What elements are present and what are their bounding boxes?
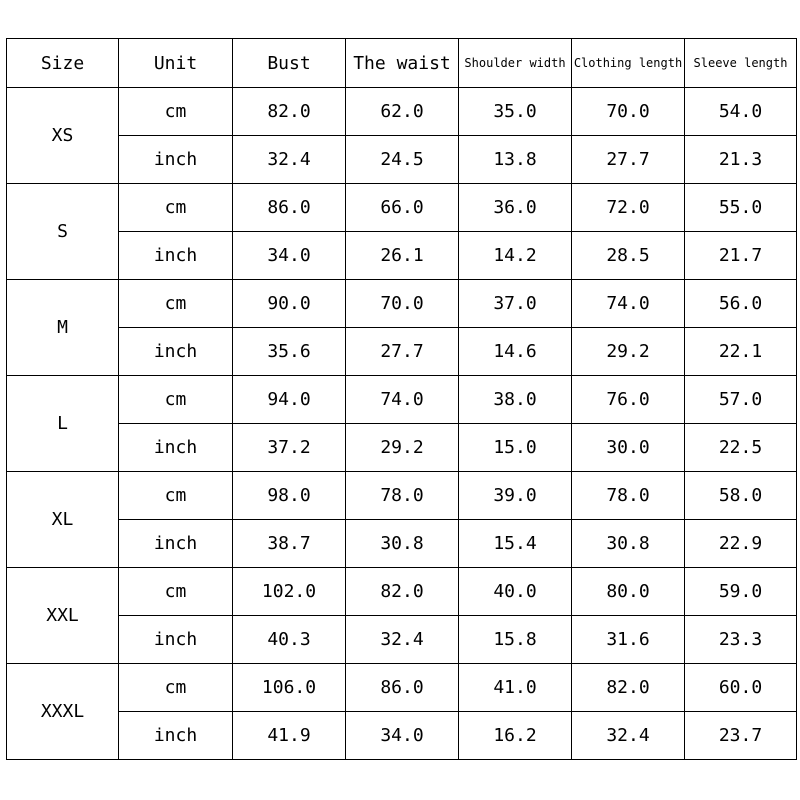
table-row [7, 280, 797, 328]
measurement-cell: 26.1 [346, 232, 459, 280]
measurement-cell: 98.0 [233, 472, 346, 520]
measurement-cell: 80.0 [572, 568, 685, 616]
measurement-cell: 35.0 [459, 88, 572, 136]
table-row [7, 232, 797, 280]
unit-cell: inch [119, 616, 233, 664]
measurement-cell: 28.5 [572, 232, 685, 280]
measurement-cell: 59.0 [685, 568, 797, 616]
size-cell: XXXL [7, 664, 119, 760]
measurement-cell: 22.9 [685, 520, 797, 568]
measurement-cell: 23.7 [685, 712, 797, 760]
size-cell: M [7, 280, 119, 376]
unit-cell: inch [119, 424, 233, 472]
measurement-cell: 15.8 [459, 616, 572, 664]
measurement-cell: 76.0 [572, 376, 685, 424]
measurement-cell: 86.0 [346, 664, 459, 712]
measurement-cell: 58.0 [685, 472, 797, 520]
unit-cell: cm [119, 88, 233, 136]
measurement-cell: 32.4 [346, 616, 459, 664]
table-row [7, 520, 797, 568]
measurement-cell: 82.0 [346, 568, 459, 616]
measurement-cell: 22.5 [685, 424, 797, 472]
table-row [7, 424, 797, 472]
table-body [7, 88, 797, 760]
measurement-cell: 30.8 [572, 520, 685, 568]
measurement-cell: 90.0 [233, 280, 346, 328]
measurement-cell: 35.6 [233, 328, 346, 376]
measurement-cell: 34.0 [233, 232, 346, 280]
measurement-cell: 78.0 [346, 472, 459, 520]
measurement-cell: 72.0 [572, 184, 685, 232]
measurement-cell: 16.2 [459, 712, 572, 760]
measurement-cell: 60.0 [685, 664, 797, 712]
measurement-cell: 32.4 [572, 712, 685, 760]
size-cell: XXL [7, 568, 119, 664]
measurement-cell: 37.0 [459, 280, 572, 328]
header-waist: The waist [346, 39, 459, 88]
measurement-cell: 70.0 [572, 88, 685, 136]
table-row [7, 88, 797, 136]
measurement-cell: 70.0 [346, 280, 459, 328]
measurement-cell: 13.8 [459, 136, 572, 184]
measurement-cell: 27.7 [346, 328, 459, 376]
measurement-cell: 56.0 [685, 280, 797, 328]
measurement-cell: 40.0 [459, 568, 572, 616]
size-chart-table [6, 38, 797, 760]
measurement-cell: 29.2 [572, 328, 685, 376]
table-row [7, 568, 797, 616]
unit-cell: cm [119, 280, 233, 328]
size-cell: XL [7, 472, 119, 568]
unit-cell: cm [119, 472, 233, 520]
header-sleeve-length: Sleeve length [685, 39, 797, 88]
measurement-cell: 102.0 [233, 568, 346, 616]
unit-cell: cm [119, 664, 233, 712]
table-row [7, 616, 797, 664]
size-cell: S [7, 184, 119, 280]
unit-cell: inch [119, 232, 233, 280]
measurement-cell: 15.0 [459, 424, 572, 472]
measurement-cell: 23.3 [685, 616, 797, 664]
measurement-cell: 78.0 [572, 472, 685, 520]
table-row [7, 472, 797, 520]
header-bust: Bust [233, 39, 346, 88]
unit-cell: inch [119, 520, 233, 568]
header-unit: Unit [119, 39, 233, 88]
unit-cell: cm [119, 568, 233, 616]
unit-cell: inch [119, 712, 233, 760]
measurement-cell: 55.0 [685, 184, 797, 232]
table-header [7, 39, 797, 88]
header-shoulder-width: Shoulder width [459, 39, 572, 88]
measurement-cell: 31.6 [572, 616, 685, 664]
measurement-cell: 54.0 [685, 88, 797, 136]
measurement-cell: 38.0 [459, 376, 572, 424]
measurement-cell: 30.8 [346, 520, 459, 568]
measurement-cell: 32.4 [233, 136, 346, 184]
measurement-cell: 39.0 [459, 472, 572, 520]
measurement-cell: 62.0 [346, 88, 459, 136]
measurement-cell: 41.0 [459, 664, 572, 712]
header-size: Size [7, 39, 119, 88]
measurement-cell: 74.0 [346, 376, 459, 424]
unit-cell: cm [119, 184, 233, 232]
table-row [7, 184, 797, 232]
measurement-cell: 82.0 [572, 664, 685, 712]
measurement-cell: 82.0 [233, 88, 346, 136]
size-cell: L [7, 376, 119, 472]
measurement-cell: 34.0 [346, 712, 459, 760]
table-row [7, 328, 797, 376]
unit-cell: inch [119, 136, 233, 184]
measurement-cell: 36.0 [459, 184, 572, 232]
measurement-cell: 37.2 [233, 424, 346, 472]
measurement-cell: 106.0 [233, 664, 346, 712]
table-row [7, 712, 797, 760]
measurement-cell: 15.4 [459, 520, 572, 568]
measurement-cell: 14.6 [459, 328, 572, 376]
measurement-cell: 27.7 [572, 136, 685, 184]
measurement-cell: 14.2 [459, 232, 572, 280]
measurement-cell: 30.0 [572, 424, 685, 472]
measurement-cell: 94.0 [233, 376, 346, 424]
measurement-cell: 21.7 [685, 232, 797, 280]
header-row [7, 39, 797, 88]
measurement-cell: 21.3 [685, 136, 797, 184]
measurement-cell: 41.9 [233, 712, 346, 760]
measurement-cell: 66.0 [346, 184, 459, 232]
unit-cell: inch [119, 328, 233, 376]
unit-cell: cm [119, 376, 233, 424]
measurement-cell: 74.0 [572, 280, 685, 328]
header-clothing-length: Clothing length [572, 39, 685, 88]
measurement-cell: 86.0 [233, 184, 346, 232]
size-cell: XS [7, 88, 119, 184]
measurement-cell: 57.0 [685, 376, 797, 424]
measurement-cell: 22.1 [685, 328, 797, 376]
measurement-cell: 24.5 [346, 136, 459, 184]
table-row [7, 376, 797, 424]
measurement-cell: 29.2 [346, 424, 459, 472]
table-row [7, 664, 797, 712]
table-row [7, 136, 797, 184]
measurement-cell: 40.3 [233, 616, 346, 664]
measurement-cell: 38.7 [233, 520, 346, 568]
